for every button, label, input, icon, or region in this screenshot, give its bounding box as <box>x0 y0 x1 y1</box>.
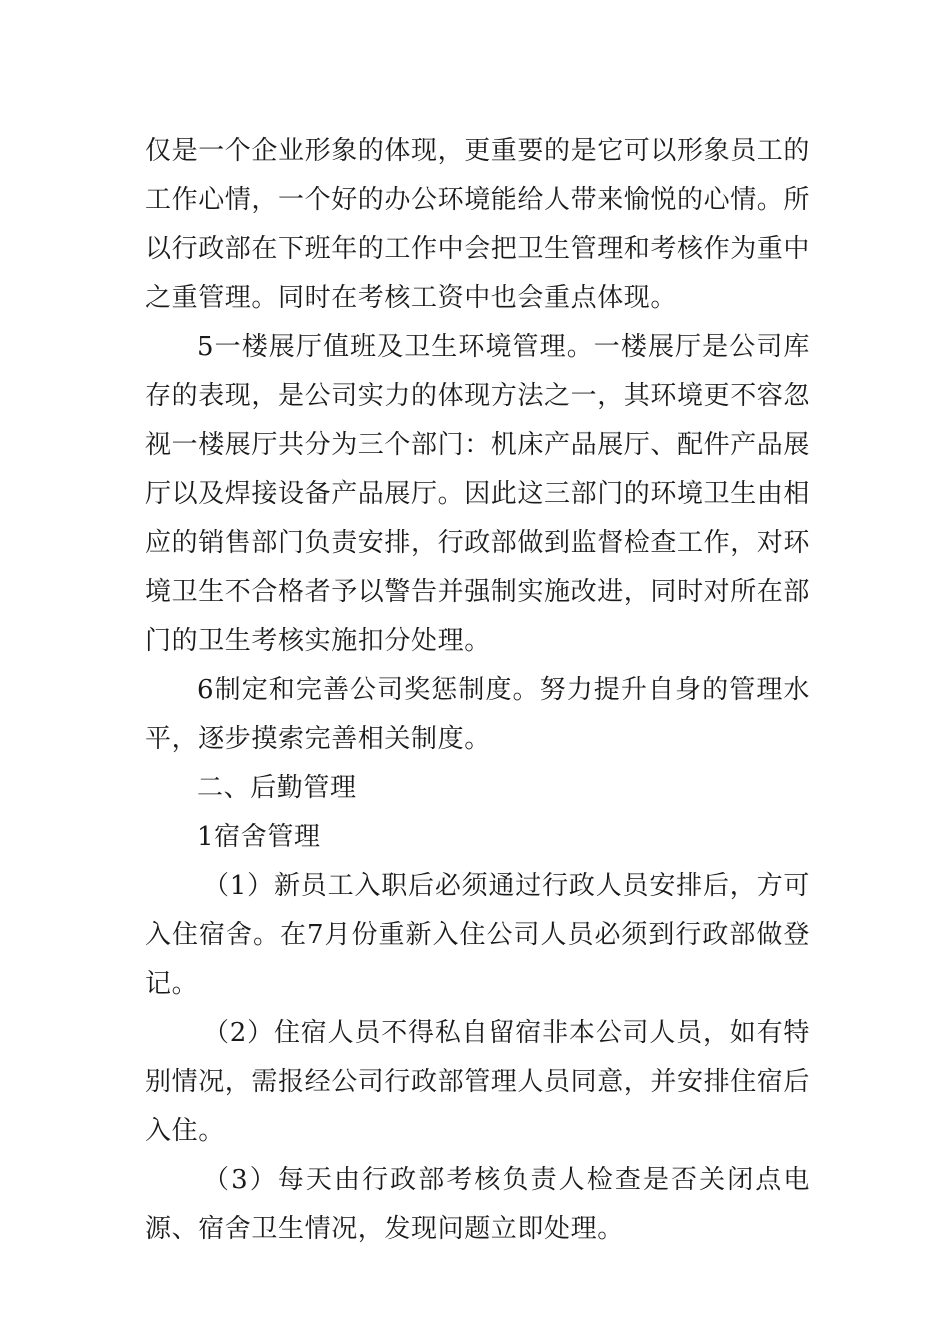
dormitory-rule-3: （3）每天由行政部考核负责人检查是否关闭点电源、宿舍卫生情况，发现问题立即处理。 <box>145 1165 810 1244</box>
paragraph-continuation: 仅是一个企业形象的体现，更重要的是它可以形象员工的工作心情，一个好的办公环境能给人带来愉悦的心情。所以行政部在下班年的工作中会把卫生管理和考核作为重中之重管理。同时在考核工资中也会重点体现。 <box>145 136 811 313</box>
section-heading-logistics: 二、后勤管理 <box>197 773 357 803</box>
paragraph-item-5: 5一楼展厅值班及卫生环境管理。一楼展厅是公司库存的表现，是公司实力的体现方法之一，其环境更不容忽视一楼展厅共分为三个部门：机床产品展厅、配件产品展厅以及焊接设备产品展厅。因此这三部门的环境卫生由相应的销售部门负责安排，行政部做到监督检查工作，对环境卫生不合格者予以警告并强制实施改进，同时对所在部门的卫生考核实施扣分处理。 <box>145 332 811 656</box>
dormitory-rule-2: （2）住宿人员不得私自留宿非本公司人员，如有特别情况，需报经公司行政部管理人员同意，并安排住宿后入住。 <box>145 1018 811 1146</box>
paragraph-item-6: 6制定和完善公司奖惩制度。努力提升自身的管理水平，逐步摸索完善相关制度。 <box>145 675 810 754</box>
dormitory-rule-1: （1）新员工入职后必须通过行政人员安排后，方可入住宿舍。在7月份重新入住公司人员必须到行政部做登记。 <box>145 871 810 999</box>
subheading-dormitory: 1宿舍管理 <box>197 822 321 852</box>
document-body <box>145 127 810 1254</box>
